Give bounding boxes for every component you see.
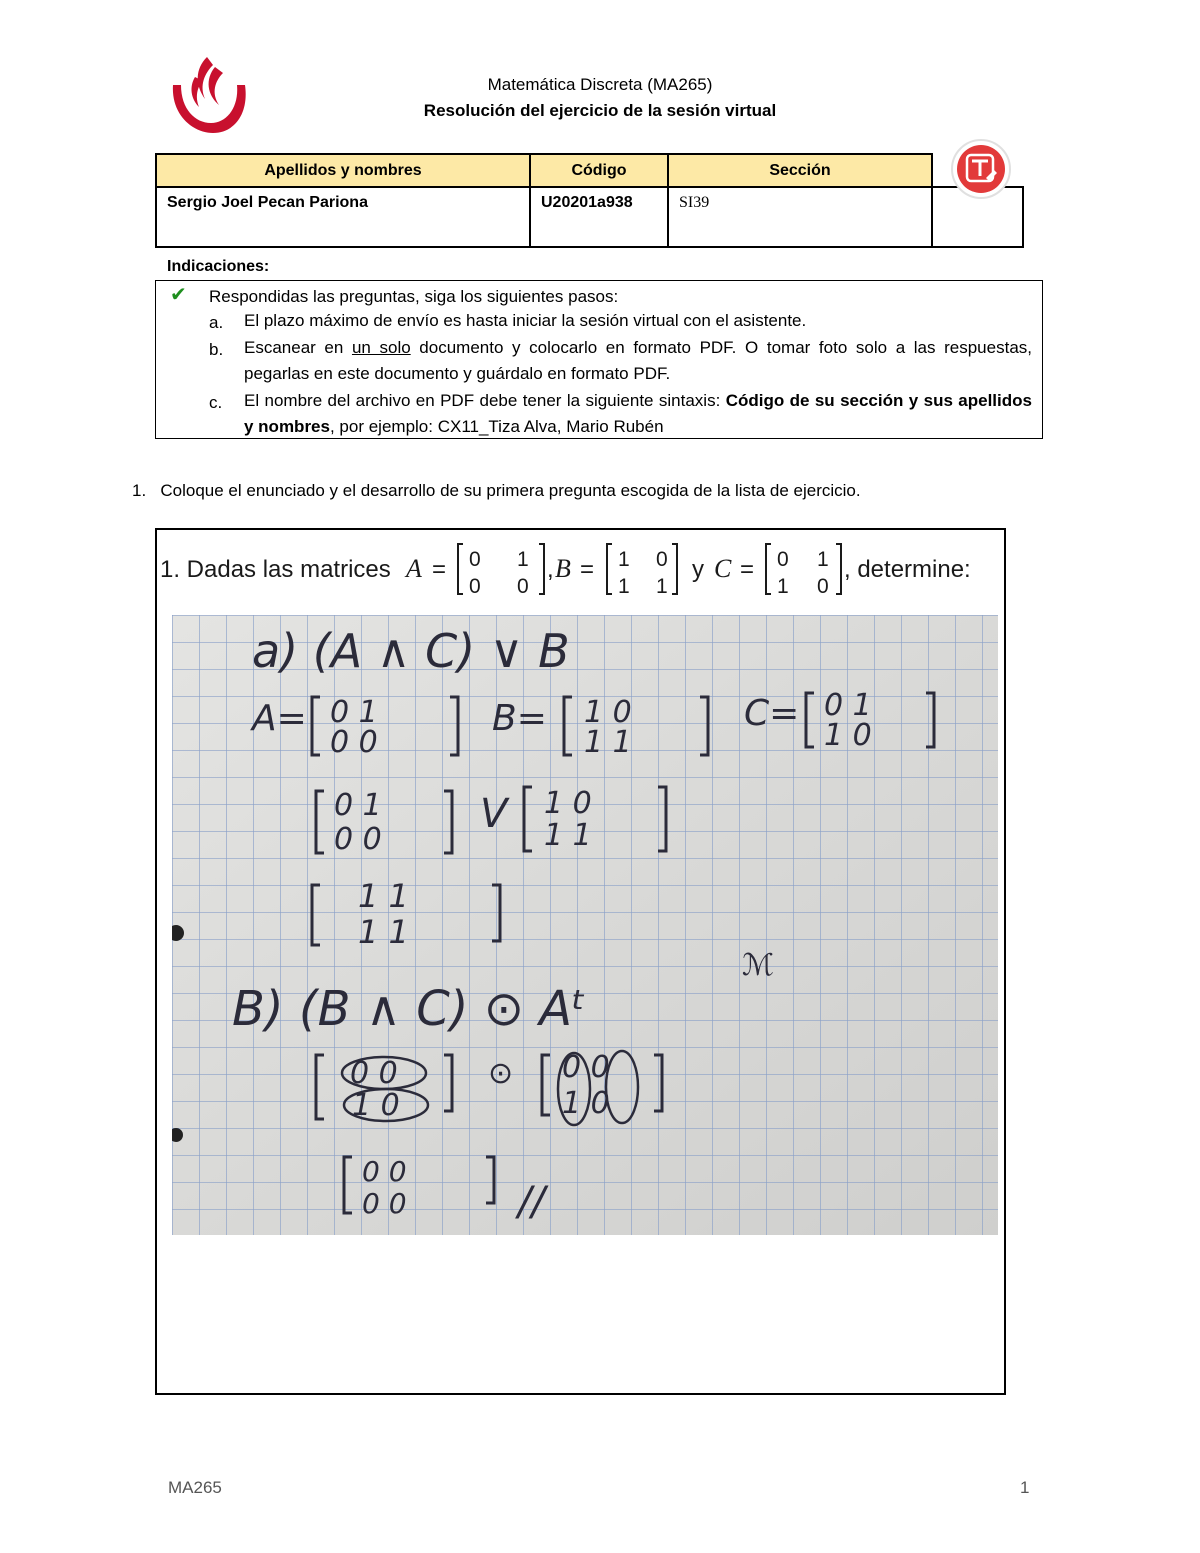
hw-b-matrix-r0: 1 0 bbox=[584, 695, 632, 730]
hw-a-matrix-r1: 0 0 bbox=[330, 725, 378, 760]
hw-end-mark: // bbox=[518, 1179, 545, 1225]
svg-text:ℳ: ℳ bbox=[742, 948, 775, 983]
hw-step-a-left-r0: 0 1 bbox=[334, 788, 382, 823]
statement-suffix: , determine: bbox=[844, 556, 971, 583]
hw-a-matrix-r0: 0 1 bbox=[330, 695, 378, 730]
item-b-text: Escanear en un solo documento y colocarlo en formato PDF. O tomar foto solo a las respuestas, pegarlas en este documento y guárdalo en formato PDF. bbox=[244, 338, 1032, 383]
matrix-b-10: 1 bbox=[618, 575, 630, 598]
student-info-table bbox=[155, 153, 1024, 248]
matrix-a-01: 1 bbox=[517, 548, 529, 571]
student-code: U20201a938 bbox=[530, 187, 668, 247]
statement-y: y bbox=[692, 556, 704, 583]
indications-intro: Respondidas las preguntas, siga los siguientes pasos: bbox=[209, 287, 619, 306]
item-b-letter: b. bbox=[209, 340, 224, 359]
item-a-text: El plazo máximo de envío es hasta iniciar la sesión virtual con el asistente. bbox=[244, 311, 807, 330]
hw-b-label: B= bbox=[492, 698, 547, 739]
svg-text:B: B bbox=[555, 554, 571, 583]
matrix-a-10: 0 bbox=[469, 575, 481, 598]
hw-b-matrix-r1: 1 1 bbox=[584, 725, 632, 760]
matrix-b-01: 0 bbox=[656, 548, 668, 571]
student-section: SI39 bbox=[668, 187, 932, 247]
hw-c-matrix-r1: 1 0 bbox=[824, 718, 872, 753]
svg-text:=: = bbox=[580, 556, 595, 583]
hw-result-a-r1: 1 1 bbox=[358, 913, 409, 951]
svg-text:A: A bbox=[406, 554, 422, 583]
svg-text:,: , bbox=[547, 556, 554, 583]
svg-text:C: C bbox=[714, 554, 732, 583]
handwritten-solution-photo bbox=[172, 615, 998, 1235]
svg-text:=: = bbox=[740, 556, 755, 583]
hw-part-a: a) (A ∧ C) ∨ B bbox=[252, 624, 570, 678]
footer-course: MA265 bbox=[168, 1478, 222, 1497]
hw-step-b-right-r1: 1 0 bbox=[562, 1086, 610, 1121]
matrix-b-11: 1 bbox=[656, 575, 668, 598]
hw-step-a-left-r1: 0 0 bbox=[334, 822, 382, 857]
header-name: Apellidos y nombres bbox=[156, 154, 530, 187]
header-code: Código bbox=[530, 154, 668, 187]
matrix-c bbox=[766, 544, 841, 598]
matrix-c-00: 0 bbox=[777, 548, 789, 571]
matrix-b bbox=[607, 544, 677, 598]
text-annotation-icon[interactable] bbox=[950, 138, 1012, 200]
hw-part-b: B) (B ∧ C) ⊙ Aᵗ bbox=[232, 981, 587, 1037]
item-a-letter: a. bbox=[209, 313, 224, 332]
matrix-c-10: 1 bbox=[777, 575, 789, 598]
matrix-c-01: 1 bbox=[817, 548, 829, 571]
hw-odot: ⊙ bbox=[488, 1056, 514, 1091]
checkmark-icon: ✔ bbox=[170, 284, 187, 306]
hw-step-a-right-r0: 1 0 bbox=[544, 786, 592, 821]
svg-text:=: = bbox=[432, 556, 447, 583]
hw-result-b-r0: 0 0 bbox=[362, 1155, 407, 1188]
hw-or-symbol: V bbox=[480, 791, 508, 837]
statement-prefix: 1. Dadas las matrices bbox=[160, 556, 391, 583]
matrix-c-11: 0 bbox=[817, 575, 829, 598]
hw-step-a-right-r1: 1 1 bbox=[544, 818, 592, 853]
hw-a-label: A= bbox=[252, 698, 307, 739]
matrix-a bbox=[458, 544, 544, 598]
matrix-a-00: 0 bbox=[469, 548, 481, 571]
hw-c-matrix-r0: 0 1 bbox=[824, 688, 872, 723]
hw-step-b-left-r0: 0 0 bbox=[350, 1056, 398, 1091]
student-name: Sergio Joel Pecan Pariona bbox=[156, 187, 530, 247]
page-number: 1 bbox=[1020, 1478, 1030, 1497]
hw-result-b-r1: 0 0 bbox=[362, 1187, 407, 1220]
header-section: Sección bbox=[668, 154, 932, 187]
hw-c-label: C= bbox=[744, 693, 800, 734]
indications-label: Indicaciones: bbox=[167, 258, 270, 275]
upc-logo-icon bbox=[165, 55, 250, 135]
hw-step-b-left-r1: 1 0 bbox=[352, 1088, 400, 1123]
hw-result-a-r0: 1 1 bbox=[358, 877, 409, 915]
hw-step-b-right-r0: 0 0 bbox=[562, 1050, 610, 1085]
item-c-text: El nombre del archivo en PDF debe tener la siguiente sintaxis: Código de su sección y sus apellidos y nombres, por ejemplo: CX11_Tiza Alva, Mario Rubén bbox=[244, 391, 1032, 436]
course-title: Matemática Discreta (MA265) bbox=[487, 75, 713, 94]
matrix-b-00: 1 bbox=[618, 548, 630, 571]
problem-statement bbox=[160, 538, 1000, 600]
matrix-a-11: 0 bbox=[517, 575, 529, 598]
item-c-letter: c. bbox=[209, 393, 223, 412]
question-instruction: 1. Coloque el enunciado y el desarrollo de su primera pregunta escogida de la lista de ejercicio. bbox=[132, 481, 861, 500]
session-subtitle: Resolución del ejercicio de la sesión virtual bbox=[423, 101, 777, 120]
